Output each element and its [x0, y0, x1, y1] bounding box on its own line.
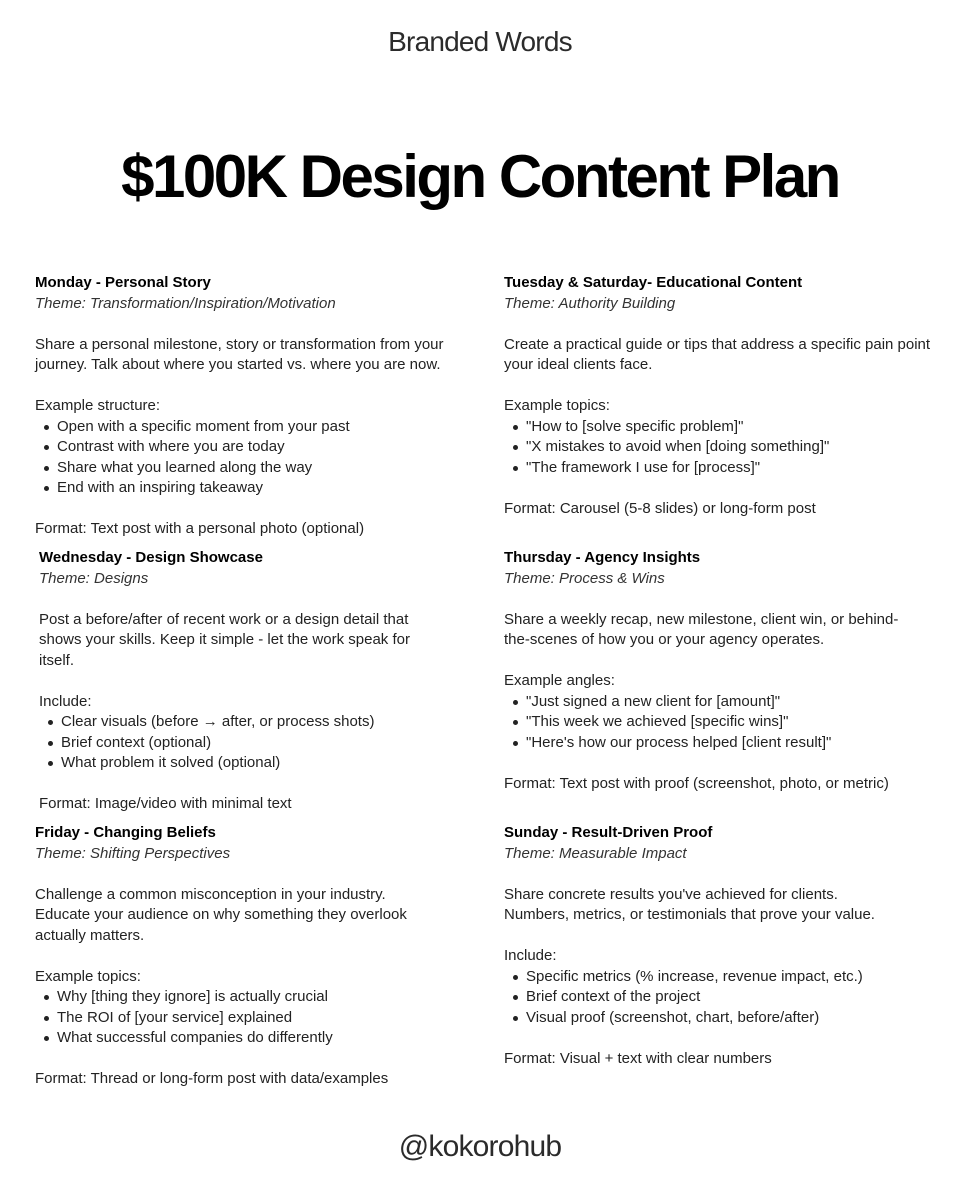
list-item: Why [thing they ignore] is actually crucial: [35, 987, 415, 1008]
brand-name: Branded Words: [388, 26, 572, 57]
list-item: "The framework I use for [process]": [504, 458, 934, 479]
section-description: Share a personal milestone, story or transformation from your journey. Talk about where you started vs. where you are now.: [35, 335, 444, 373]
list-item: Share what you learned along the way: [35, 458, 465, 479]
section-heading: Sunday - Result-Driven Proof: [504, 824, 713, 841]
section-monday: [35, 273, 465, 540]
list-item: What problem it solved (optional): [39, 753, 419, 774]
list-item: "Here's how our process helped [client result]": [504, 733, 924, 754]
section-theme: Theme: Designs: [39, 569, 149, 587]
section-list: [504, 967, 904, 1029]
list-item: What successful companies do differently: [35, 1028, 415, 1049]
section-theme: Theme: Authority Building: [504, 294, 676, 312]
section-description: Challenge a common misconception in your industry. Educate your audience on why something they overlook actually matters.: [35, 885, 407, 944]
list-item: Clear visuals (before → after, or process shots): [39, 712, 419, 733]
section-format: Format: Thread or long-form post with data/examples: [35, 1070, 389, 1087]
section-heading: Monday - Personal Story: [35, 274, 211, 291]
section-theme: Theme: Shifting Perspectives: [35, 844, 231, 862]
section-friday: [35, 823, 415, 1090]
page-title: $100K Design Content Plan: [121, 143, 839, 210]
section-heading: Wednesday - Design Showcase: [39, 549, 263, 566]
section-list: [504, 692, 924, 754]
list-item: Contrast with where you are today: [35, 437, 465, 458]
list-item: "How to [solve specific problem]": [504, 417, 934, 438]
section-list-label: Example angles:: [504, 672, 615, 689]
section-list-label: Example structure:: [35, 397, 161, 414]
section-list-label: Include:: [504, 947, 557, 964]
section-list-label: Include:: [39, 692, 92, 710]
list-item: Specific metrics (% increase, revenue impact, etc.): [504, 967, 904, 988]
section-format: Format: Carousel (5-8 slides) or long-form post: [504, 499, 816, 517]
section-list: [35, 417, 465, 499]
section-list: [504, 417, 934, 479]
section-description: Share concrete results you've achieved for clients. Numbers, metrics, or testimonials that prove your value.: [504, 885, 875, 923]
list-item: Open with a specific moment from your past: [35, 417, 465, 438]
section-wednesday: [39, 548, 419, 815]
section-heading: Thursday - Agency Insights: [504, 549, 701, 566]
social-handle: @kokorohub: [398, 1130, 562, 1163]
section-format: Format: Visual + text with clear numbers: [504, 1049, 772, 1067]
list-item: Brief context of the project: [504, 987, 904, 1008]
section-list: [35, 987, 415, 1049]
section-theme: Theme: Measurable Impact: [504, 844, 687, 862]
section-description: Post a before/after of recent work or a design detail that shows your skills. Keep it simple - let the work speak for itself.: [39, 610, 410, 669]
section-tuesday-saturday: [504, 273, 934, 519]
section-theme: Theme: Process & Wins: [504, 569, 665, 587]
section-format: Format: Image/video with minimal text: [39, 795, 292, 812]
list-item: "This week we achieved [specific wins]": [504, 712, 924, 733]
section-description: Share a weekly recap, new milestone, client win, or behind-the-scenes of how you or your agency operates.: [504, 610, 899, 648]
section-heading: Tuesday & Saturday- Educational Content: [504, 274, 803, 291]
list-item: "X mistakes to avoid when [doing something]": [504, 437, 934, 458]
list-item: Visual proof (screenshot, chart, before/after): [504, 1008, 904, 1029]
list-item: End with an inspiring takeaway: [35, 478, 465, 499]
section-format: Format: Text post with proof (screenshot, photo, or metric): [504, 774, 889, 792]
section-list-label: Example topics:: [35, 967, 141, 985]
section-list-label: Example topics:: [504, 397, 610, 414]
section-description: Create a practical guide or tips that address a specific pain point your ideal clients face.: [504, 335, 931, 373]
list-item: Brief context (optional): [39, 733, 419, 754]
section-thursday: [504, 548, 924, 794]
section-sunday: [504, 823, 904, 1069]
section-heading: Friday - Changing Beliefs: [35, 824, 216, 841]
list-item: The ROI of [your service] explained: [35, 1008, 415, 1029]
list-item: "Just signed a new client for [amount]": [504, 692, 924, 713]
section-list: [39, 712, 419, 774]
section-theme: Theme: Transformation/Inspiration/Motivation: [35, 294, 336, 312]
section-format: Format: Text post with a personal photo (optional): [35, 520, 365, 537]
